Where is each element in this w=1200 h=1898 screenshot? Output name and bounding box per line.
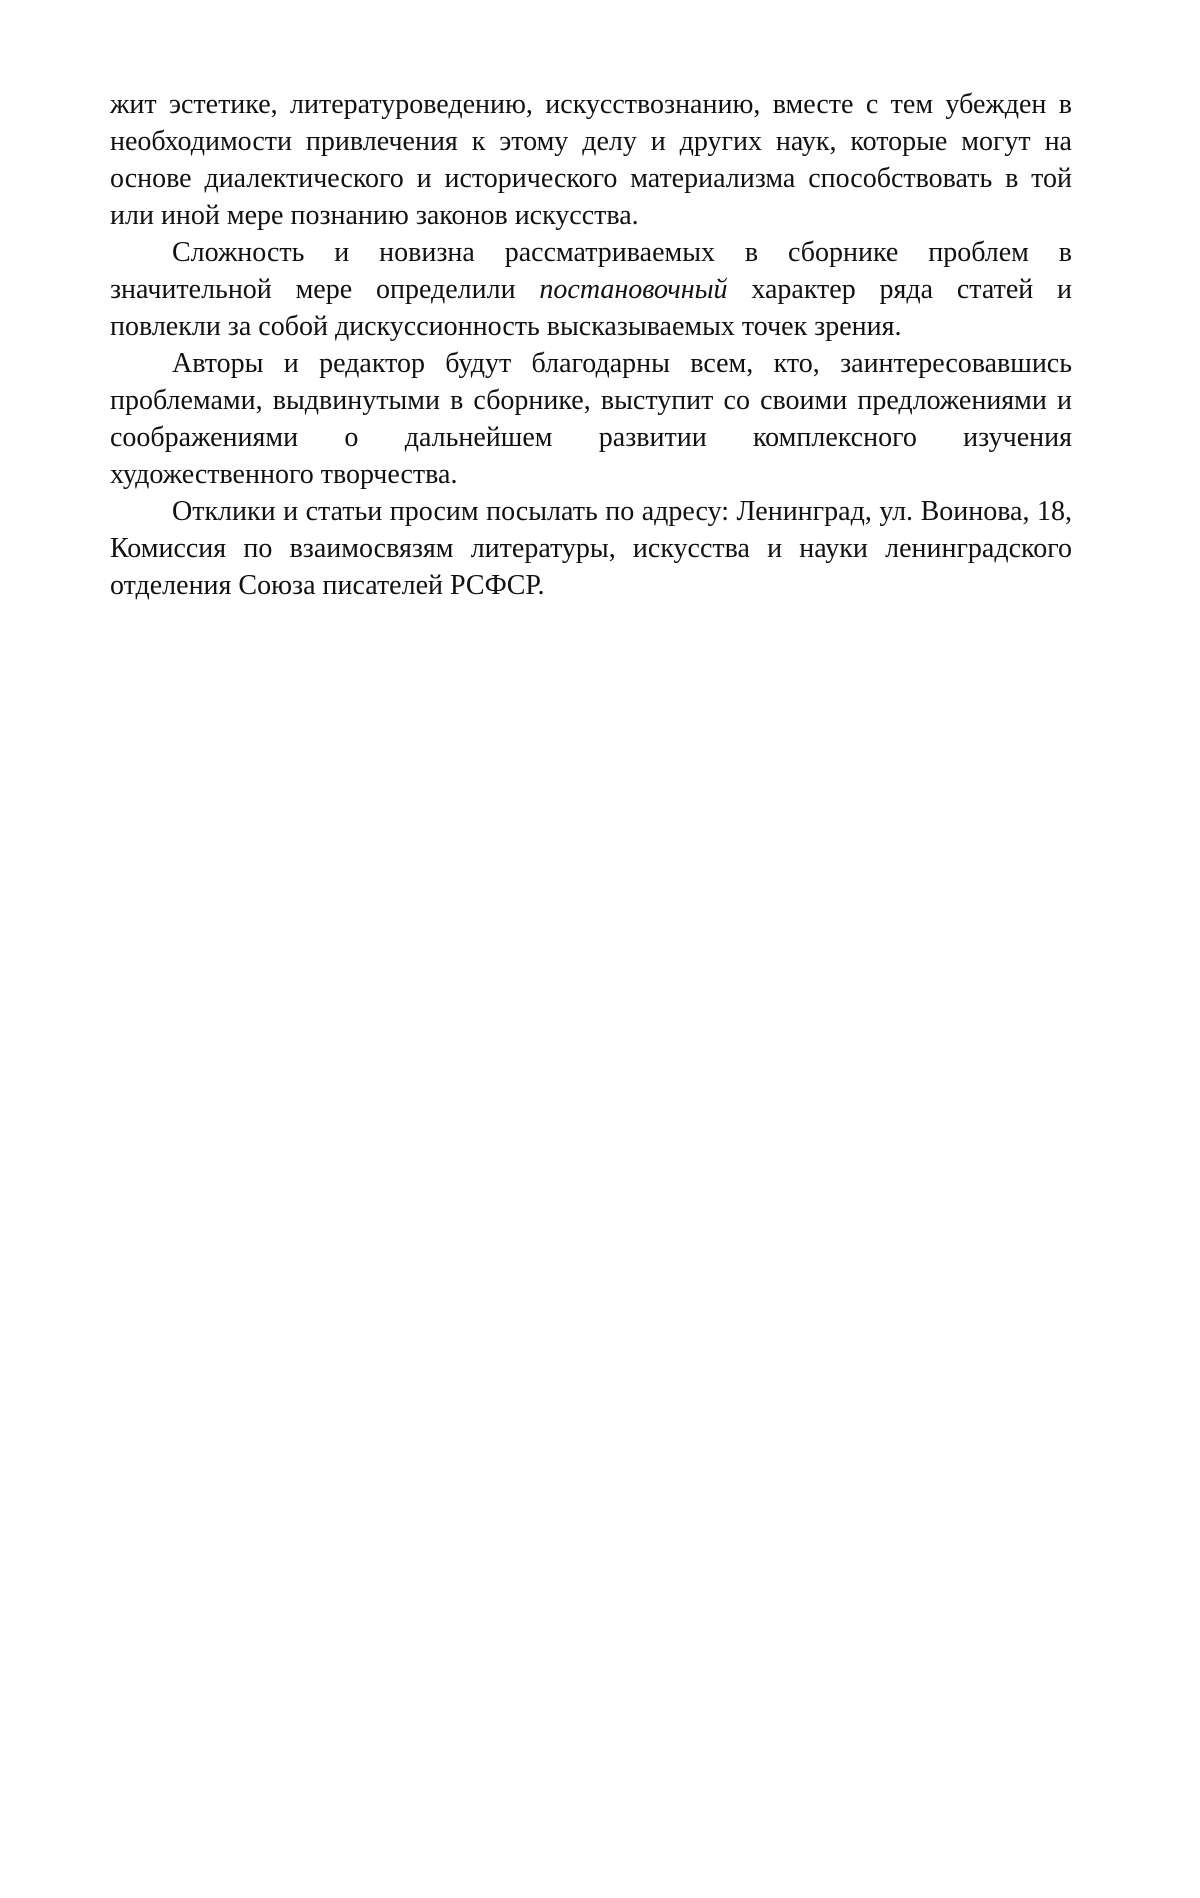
paragraph-complexity [110,234,1072,345]
paragraph-address [110,493,1072,604]
paragraph-2-text-before: Сложность и новизна рассматриваемых в сборнике проблем в значительной мере определили [110,237,1072,305]
paragraph-2-text-after: характер ряда статей и повлекли за собой дискуссионность высказываемых точек зрения. [110,274,1073,342]
paragraph-4-text: Отклики и статьи просим посылать по адресу: Ленинград, ул. Воинова, 18, Комиссия по взаимосвязям литературы, искусства и науки ленинградского отделения Союза писателей РСФСР. [110,496,1072,601]
paragraph-2-emphasis: постановочный [539,274,728,305]
paragraph-3-text: Авторы и редактор будут благодарны всем, кто, заинтересовавшись проблемами, выдвинутыми в сборнике, выступит со своими предложениями и соображениями о дальнейшем развитии комплексного изучения художественного творчества. [110,348,1072,490]
paragraph-authors [110,345,1072,493]
paragraph-continuation [110,86,1072,234]
paragraph-1-text: жит эстетике, литературоведению, искусствознанию, вместе с тем убежден в необходимости привлечения к этому делу и других наук, которые могут на основе диалектического и исторического материализма способствовать в той или иной мере познанию законов искусства. [110,89,1072,231]
page-text-block [110,86,1072,604]
